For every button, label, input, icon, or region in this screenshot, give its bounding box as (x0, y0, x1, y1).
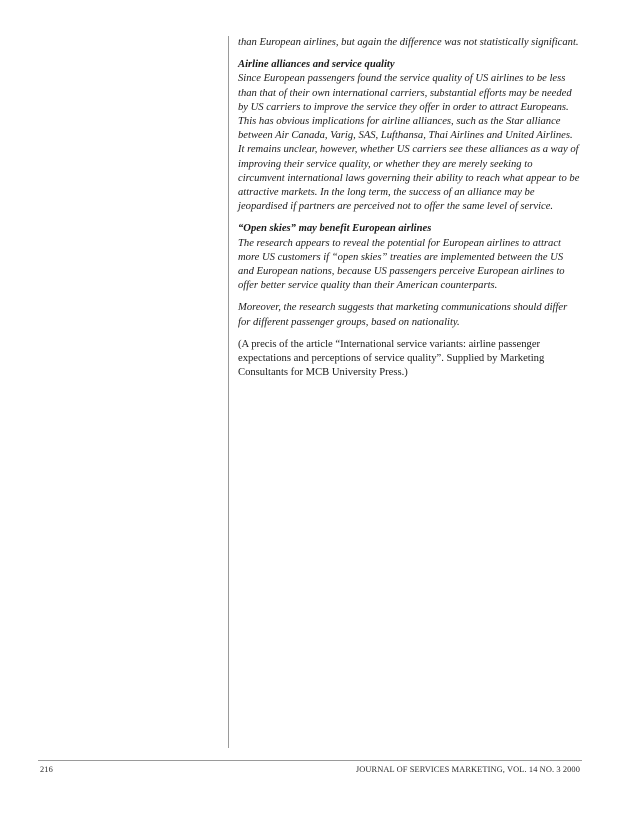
continued-paragraph: than European airlines, but again the difference was not statistically significant. (238, 37, 579, 48)
journal-citation: JOURNAL OF SERVICES MARKETING, VOL. 14 NO. 3 2000 (355, 765, 580, 774)
section-body-open-skies: The research appears to reveal the potential for European airlines to attract more US customers if “open skies” treaties are implemented between the US and European nations, because US passengers perceive European airlines to offer better service quality than their American counterparts. (238, 237, 565, 292)
section-body-open-skies-2: Moreover, the research suggests that marketing communications should differ for different passenger groups, based on nationality. (238, 302, 568, 328)
article-body (238, 36, 580, 380)
section-heading-alliances: Airline alliances and service quality (238, 59, 395, 71)
page-number: 216 (40, 765, 53, 774)
footer-divider (38, 760, 582, 761)
section-heading-open-skies: “Open skies” may benefit European airlines (238, 223, 432, 235)
section-body-alliances: Since European passengers found the service quality of US airlines to be less than that of their own international carriers, substantial efforts may be needed by US carriers to improve the service they offer in order to attract Europeans. This has obvious implications for airline alliances, such as the Star alliance between Air Canada, Varig, SAS, Lufthansa, Thai Airlines and United Airlines. It remains unclear, however, whether US carriers see these alliances as a way of improving their service quality, or whether they are merely seeking to circumvent international laws governing their ability to reach what appear to be attractive markets. In the long term, the success of an alliance may be jeopardised if partners are perceived not to offer the same level of service. (238, 73, 580, 213)
precis-note: (A precis of the article “International service variants: airline passenger expectations and perceptions of service quality”. Supplied by Marketing Consultants for MCB University Press.) (238, 338, 545, 379)
column-divider (228, 36, 229, 748)
